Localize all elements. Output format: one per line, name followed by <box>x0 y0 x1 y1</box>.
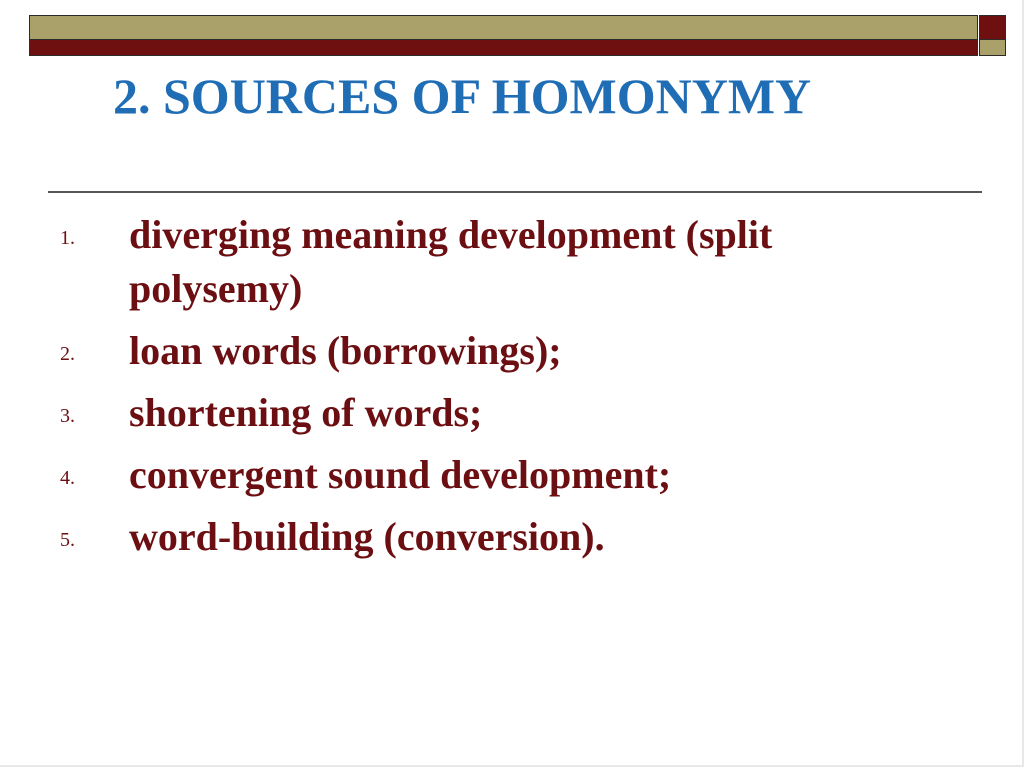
header-bar-olive <box>29 15 978 40</box>
header-square-maroon <box>979 15 1006 40</box>
list-item-text: word-building (conversion). <box>129 514 605 559</box>
list-item-text: loan words (borrowings); <box>129 328 562 373</box>
list-item-number: 3. <box>60 405 75 427</box>
header-square-olive <box>979 40 1006 56</box>
list-item <box>0 448 1024 502</box>
list-item-number: 4. <box>60 467 75 489</box>
list-item <box>0 324 1024 378</box>
list-item <box>0 208 1024 316</box>
sources-list <box>0 208 1024 572</box>
list-item <box>0 386 1024 440</box>
list-item-text: convergent sound development; <box>129 452 672 497</box>
list-item-number: 1. <box>60 227 75 249</box>
slide-title: 2. SOURCES OF HOMONYMY <box>113 68 812 124</box>
title-divider <box>48 191 982 193</box>
list-item <box>0 510 1024 564</box>
list-item-number: 5. <box>60 529 75 551</box>
list-item-number: 2. <box>60 343 75 365</box>
list-item-text: shortening of words; <box>129 390 483 435</box>
list-item-text: diverging meaning development (split polysemy) <box>129 212 773 311</box>
header-bar-maroon <box>29 40 978 56</box>
